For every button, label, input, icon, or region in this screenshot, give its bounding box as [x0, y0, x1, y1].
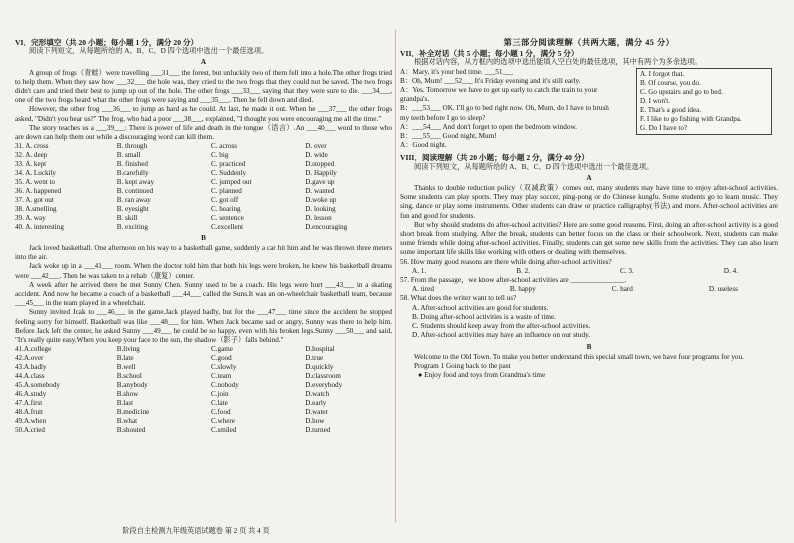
- option-cell: B. exciting: [116, 222, 148, 231]
- option-cell: B. kept away: [116, 178, 155, 187]
- option-cell: B.last: [116, 398, 134, 407]
- option: D. 4.: [723, 266, 738, 275]
- option-cell: B.school: [116, 372, 142, 381]
- option-cell: B.what: [116, 416, 138, 425]
- option-cell: C.excellent: [211, 222, 244, 231]
- option-cell: D. over: [305, 142, 327, 151]
- option-row: [15, 196, 392, 205]
- option-cell: 41.A.college: [15, 345, 52, 354]
- option-cell: 32. A. deep: [15, 151, 48, 160]
- option-cell: B. skill: [116, 213, 138, 222]
- option-cell: C. across: [211, 142, 238, 151]
- option-row: [15, 354, 392, 363]
- option-cell: B. continued: [116, 187, 154, 195]
- option-cell: C.slowly: [211, 363, 237, 372]
- option-cell: D.encouraging: [305, 222, 348, 231]
- option-cell: D. wide: [305, 151, 328, 160]
- passage-b-label: B: [201, 233, 206, 242]
- option-row: [15, 160, 392, 169]
- option-cell: D.watch: [305, 389, 330, 398]
- section-vii-instructions: 根据对话内容，从方框内的选项中选出能填入空白处的最佳选项，其中有两个为多余选项。: [414, 58, 702, 67]
- option-cell: 35. A. went to: [15, 178, 55, 187]
- option-cell: 40. A. interesting: [15, 222, 64, 231]
- option-cell: 46.A.study: [15, 389, 47, 398]
- part-3-title: 第三部分阅读理解（共两大题，满分 45 分）: [503, 38, 675, 47]
- passage-a-para-2: However, the other frog ___36___ to jump as hard as he could. At last, he made it out. When he ___37___ the other frogs asked, "Didn't you hear us?" The frog, who had a poor ___38___, explained, "I thought you were encouraging me all the time.": [15, 105, 392, 123]
- option-row: [15, 187, 392, 196]
- option: A. tired: [412, 285, 434, 294]
- option-row: [15, 363, 392, 372]
- reading-b-label: B: [586, 342, 592, 351]
- section-viii-title: VIII．阅读理解（共 20 小题；每小题 2 分，满分 40 分）: [400, 153, 590, 163]
- right-column: [400, 38, 778, 380]
- option: B. happy: [509, 285, 536, 294]
- passage-b-para-4: Sunny invited Jcak to ___46___ in the game.Jack played badly, but for the ___47___ time since the accident he stopped feeling sorry for himself. Basketball was like ___48___ for him. When Jack became sad or angry, Sunny was there to help him. Before Jack left the center, he asked Sunny ___49___ he could be so happy, even with his broken legs.Sunny ___50___ and said, "It's really quite easy.When you keep your face to the sun, the shadow（影子）falls behind.": [15, 308, 392, 344]
- option-row: [15, 426, 392, 435]
- dialogue-line: A：Yes. Tomorrow we have to get up early to catch the train to your grandpa's.: [400, 86, 598, 104]
- option-cell: C.smiled: [211, 425, 237, 434]
- options-table-a: [15, 142, 392, 232]
- section-vii-title: VII．补全对话（共 5 小题；每小题 1 分，满分 5 分）: [400, 49, 579, 59]
- reading-a-para-2: But why should students do after-school activities? Here are some good reasons. First, doing an after-school activity is a good short break from studying. After the break, students can better focus on the class or their schoolwork. Next, students can make some friends while doing after-school activities. Finally, students can get some new skills from the activities. They can also learn some important life skills like working with others or dealing with themselves.: [400, 220, 778, 257]
- reading-a-label: A: [586, 173, 592, 182]
- option: A. After-school activities are good for students.: [412, 303, 549, 312]
- option-cell: C. Suddenly: [211, 169, 247, 178]
- option: D. useless: [708, 285, 738, 294]
- options-table-b: [15, 345, 392, 435]
- option-cell: B.medicine: [116, 407, 150, 416]
- option-cell: D. Happily: [305, 169, 337, 178]
- reading-a-para-1: Thanks to double reduction policy（双减政策）comes out, many students may have time to enjoy after-school activities. Some students can play sports. They may play soccer, ping-pong or do Chinese kungfu. Some students go to learn music. They sing, dance or play some instruments. Other students can draw or practice calligraphy(书法) and more. After-school activities are fun and good for students.: [400, 184, 778, 220]
- options-box: [636, 68, 772, 135]
- left-column: [15, 38, 392, 435]
- option-row: [15, 345, 392, 354]
- option-cell: 48.A.fruit: [15, 407, 43, 416]
- box-option: A. I forgot that.: [640, 69, 685, 78]
- passage-a-para-3: The story teaches us a ___39___: There is power of life and death in the tongue（语言）.An ___40___ word to those who are down can help them out while a discouraging word can kill them.: [15, 123, 392, 142]
- option-cell: B.show: [116, 389, 139, 398]
- option-cell: D.how: [305, 416, 325, 425]
- option-cell: B.carefully: [116, 169, 149, 178]
- question-58-options: [400, 304, 778, 341]
- option-cell: 47.A.first: [15, 398, 43, 407]
- dialogue-line: B：___55___ Good night, Mum!: [400, 132, 497, 141]
- option-row: [15, 142, 392, 151]
- question-57-options: [400, 285, 778, 294]
- option-cell: D.quickly: [305, 363, 334, 372]
- box-option: F. I like to go fishing with Grandpa.: [640, 114, 742, 123]
- option-cell: 31. A. cross: [15, 142, 49, 151]
- question-57: 57. From the passage，we know after-school activities are _______________.: [400, 276, 627, 285]
- dialogue-area: [400, 68, 778, 151]
- dialogue-line: B：___53___ OK. I'll go to bed right now. Oh, Mum, do I have to brush my teeth before I go to sleep?: [400, 104, 609, 122]
- option-cell: C.good: [211, 354, 232, 363]
- option-cell: 43.A.badly: [15, 363, 47, 372]
- passage-b-para-3: A week after he arrived there he met Sunny Chen. Sunny used to be a coach. His legs were hurt ___43___ in a skating accident. And now he became a coach of a basketball ___44___ called the Suns.It was an on-wheelchair basketball team, because ___45___ in the team played in a wheelchair.: [15, 280, 392, 308]
- box-option: E. That's a good idea.: [640, 105, 702, 114]
- option-row: [15, 408, 392, 417]
- option-cell: D.hospital: [305, 345, 335, 354]
- box-option: B. Of course, you do.: [640, 78, 701, 87]
- option-cell: B.well: [116, 363, 136, 372]
- option-cell: B. ran away: [116, 195, 151, 204]
- option-cell: C. jumped out: [211, 178, 252, 187]
- option-cell: B. eyesight: [116, 204, 149, 213]
- option-cell: 45.A.somebody: [15, 381, 60, 390]
- question-58: 58. What does the writer want to tell us?: [400, 294, 517, 303]
- option-cell: 37. A. got out: [15, 195, 54, 204]
- question-56-options: [400, 267, 778, 276]
- option-row: [15, 399, 392, 408]
- option-row: [15, 214, 392, 223]
- dialogue-line: B：Oh, Mum! ___52___ It's Friday evening and it's still early.: [400, 76, 581, 85]
- option-cell: 42.A.over: [15, 354, 44, 363]
- option-cell: C. planned: [211, 187, 242, 195]
- dialogue-line: A：Good night.: [400, 141, 447, 150]
- option-cell: D.water: [305, 407, 328, 416]
- option-cell: 49.A.when: [15, 416, 47, 425]
- option: B. 2.: [516, 266, 530, 275]
- option-cell: 50.A.cried: [15, 425, 45, 434]
- option-cell: D.stopped: [305, 160, 335, 169]
- column-divider: [395, 30, 396, 522]
- option-cell: D.early: [305, 398, 327, 407]
- option-row: [15, 178, 392, 187]
- option-cell: B.shouted: [116, 425, 146, 434]
- option-cell: C. sentence: [211, 213, 244, 222]
- option-cell: C.game: [211, 345, 233, 354]
- option-cell: B.living: [116, 345, 140, 354]
- option: C. hard: [611, 285, 633, 294]
- page-footer: 阶段自主检测九年级英语试题卷 第 2 页 共 4 页: [122, 527, 270, 535]
- box-option: D. I won't.: [640, 96, 671, 105]
- option: C. 3.: [620, 266, 634, 275]
- option-cell: 34. A. Luckily: [15, 169, 56, 178]
- passage-a-label: A: [200, 58, 207, 67]
- option-cell: C. hearing: [211, 204, 241, 213]
- question-56: 56. How many good reasons are there while doing after-school activities?: [400, 257, 612, 266]
- option-cell: D.everybody: [305, 381, 343, 390]
- option-cell: B. small: [116, 151, 141, 160]
- program-1-bullet: ● Enjoy food and toys from Grandma's time: [418, 371, 546, 380]
- option-cell: C.late: [211, 398, 228, 407]
- option-cell: C.join: [211, 389, 229, 398]
- option: A. 1.: [412, 266, 427, 275]
- option-cell: B. finished: [116, 160, 148, 169]
- option-cell: 38. A.smelling: [15, 204, 57, 213]
- option-row: [15, 381, 392, 390]
- option-cell: D.true: [305, 354, 324, 363]
- option-cell: 39. A. way: [15, 213, 46, 222]
- passage-b-para-1: Jack loved basketball. One afternoon on his way to a basketball game, suddenly a car hit him and he was thrown three meters into the air.: [15, 243, 392, 262]
- option: D. After-school activities may have an influence on our study.: [412, 331, 591, 340]
- option-row: [15, 372, 392, 381]
- section-viii-instructions: 阅读下列短文，从每题所给的 A、B、C、D 四个选项中选出一个最佳选项。: [414, 162, 654, 171]
- option-cell: C.where: [211, 416, 235, 425]
- option-cell: C. big: [211, 151, 229, 160]
- option-cell: D.classroom: [305, 372, 341, 381]
- option-cell: D.woke up: [305, 195, 337, 204]
- option-cell: C. got off: [211, 195, 239, 204]
- option-cell: C.team: [211, 372, 232, 381]
- option-cell: C.nobody: [211, 381, 239, 390]
- box-option: G. Do I have to?: [640, 123, 688, 132]
- option-row: [15, 417, 392, 426]
- option-cell: D.gave up: [305, 178, 335, 187]
- dialogue-line: A：___54___ And don't forget to open the bedroom window.: [400, 122, 577, 131]
- section-vi-instructions: 阅读下列短文，从每题所给的 A、B、C、D 四个选项中选出一个最佳选项。: [29, 47, 269, 56]
- option-cell: C. practiced: [211, 160, 246, 169]
- option-row: [15, 205, 392, 214]
- passage-b-para-2: Jack woke up in a ___41___ room. When the doctor told him that both his legs were broken, he knew his basketball dreams were ___42___. Then he was taken to a rehab（康复）center.: [15, 262, 392, 280]
- option-row: [15, 390, 392, 399]
- option: B. Doing after-school activities is a waste of time.: [412, 312, 556, 321]
- option-row: [15, 151, 392, 160]
- option-cell: D. lesson: [305, 213, 332, 222]
- option-cell: B.late: [116, 354, 134, 363]
- option-row: [15, 169, 392, 178]
- box-option: C. Go upstairs and go to bed.: [640, 87, 723, 96]
- option-row: [15, 223, 392, 232]
- option-cell: D. wanted: [305, 187, 335, 195]
- program-1-title: Program 1 Going back to the past: [414, 361, 511, 370]
- option-cell: 36. A. happened: [15, 187, 62, 195]
- option-cell: 33. A. kept: [15, 160, 47, 169]
- option-cell: D. looking: [305, 204, 336, 213]
- option: C. Students should keep away from the after-school activities.: [412, 322, 591, 331]
- option-cell: B. through: [116, 142, 148, 151]
- reading-b-intro: Welcome to the Old Town. To make you better understand this special small town, we have four programs for you.: [414, 352, 744, 361]
- option-cell: B.anybody: [116, 381, 148, 390]
- option-cell: 44.A.class: [15, 372, 45, 381]
- option-cell: D.turned: [305, 425, 331, 434]
- dialogue-line: A：Mary, it's your bed time. ___51___: [400, 67, 514, 76]
- option-cell: C.food: [211, 407, 231, 416]
- passage-a-para-1: A group of frogs（青蛙）were travelling ___31___ the forest, but unluckily two of them fell into a hole.The other frogs tried to help them. When they saw how ___32___ the hole was, they cried to the two frogs that they could not be saved. The two frogs didn't care and tried their best to jump up out of the hole. The other frogs ___33___ saying that they were sure to die. ___34___, one of the two frogs heard what the other frogs were saying and ___35___. Then he fell down and died.: [15, 68, 392, 105]
- section-vi-title: VI．完形填空（共 20 小题；每小题 1 分，满分 20 分）: [15, 38, 199, 47]
